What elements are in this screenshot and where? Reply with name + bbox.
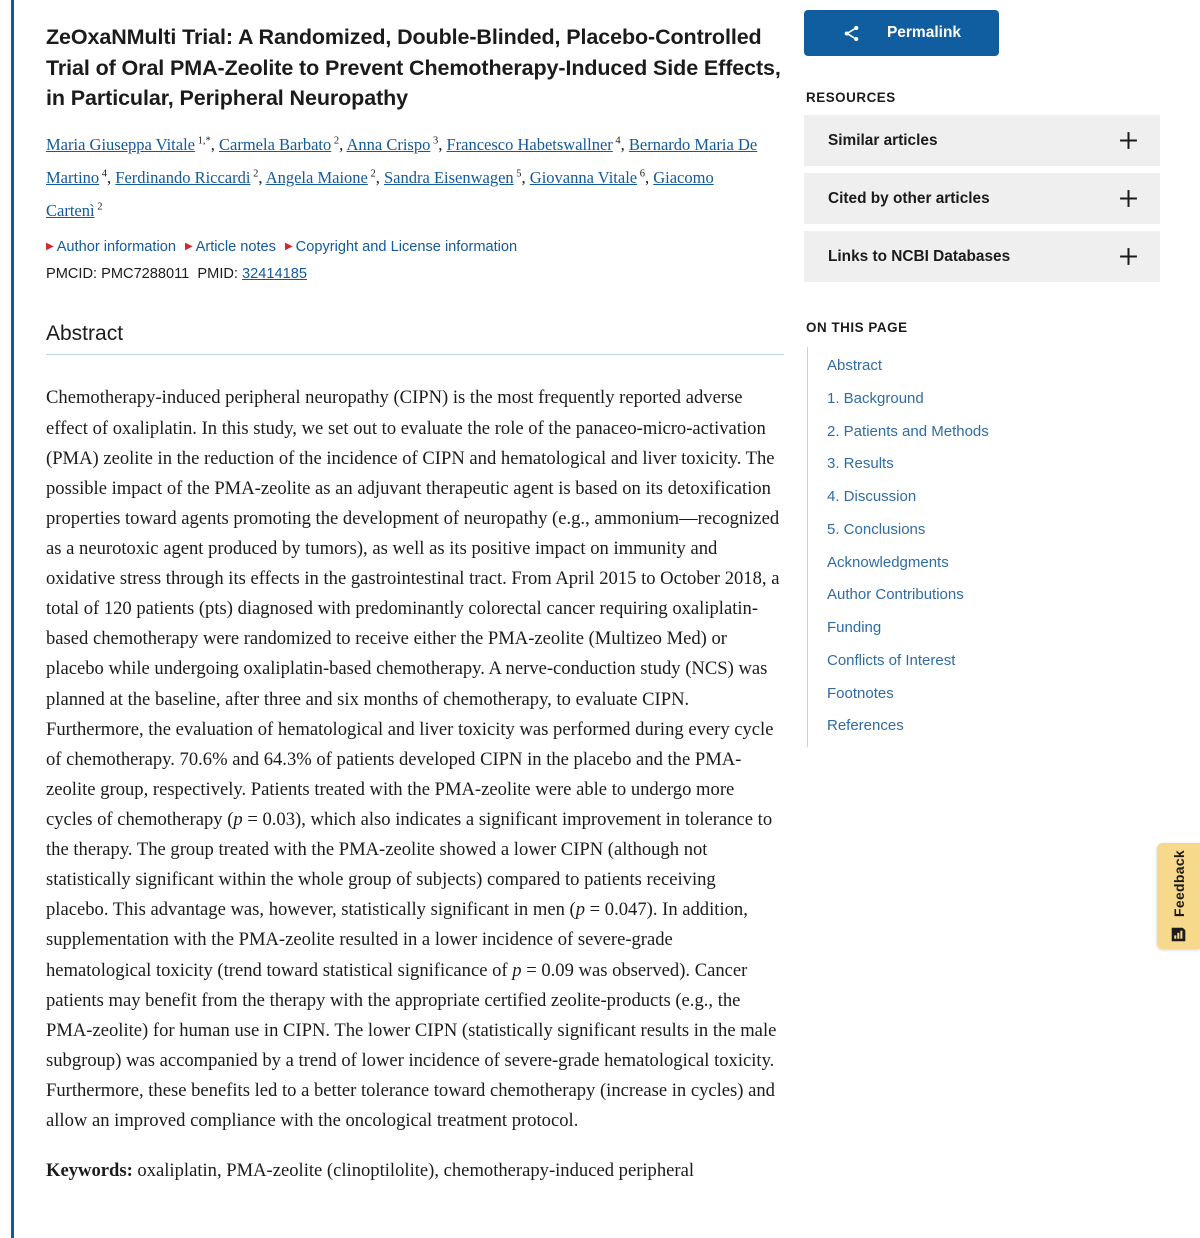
- author-affiliation-marker: 2: [250, 168, 259, 180]
- article-meta-links: [46, 237, 800, 259]
- plus-icon[interactable]: [1119, 189, 1138, 208]
- permalink-label: Permalink: [886, 24, 962, 41]
- permalink-button[interactable]: [804, 10, 999, 56]
- toc-item[interactable]: Funding: [827, 619, 882, 636]
- resource-accordion-item[interactable]: [804, 231, 1160, 282]
- toc-item[interactable]: Conflicts of Interest: [827, 651, 956, 669]
- feedback-label: Feedback: [1170, 849, 1187, 917]
- author-affiliation-marker: 4: [612, 135, 621, 147]
- author-link[interactable]: Carmela Barbato: [219, 134, 332, 154]
- p-value-symbol: p: [233, 808, 243, 830]
- author-affiliation-marker: 3: [430, 135, 439, 147]
- author-affiliation-marker: 1,*: [195, 135, 211, 147]
- author-link[interactable]: Angela Maione: [265, 167, 368, 187]
- toc-item[interactable]: 1. Background: [827, 389, 924, 407]
- author-link[interactable]: Ferdinando Riccardi: [115, 167, 251, 187]
- keywords-text: oxaliplatin, PMA-zeolite (clinoptilolite), chemotherapy-induced peripheral: [137, 1160, 695, 1182]
- table-of-contents: [807, 347, 1160, 747]
- p-value-symbol: p: [512, 959, 522, 981]
- toc-item[interactable]: 3. Results: [827, 455, 894, 473]
- resource-accordion-label: Links to NCBI Databases: [828, 247, 1011, 265]
- resources-accordion: [804, 115, 1200, 282]
- resource-accordion-item[interactable]: [804, 173, 1160, 224]
- author-affiliation-marker: 6: [637, 168, 645, 180]
- resource-accordion-label: Cited by other articles: [828, 189, 990, 207]
- resource-accordion-item[interactable]: [804, 115, 1160, 166]
- triangle-right-icon: ▶: [184, 240, 193, 252]
- feedback-tab[interactable]: [1157, 843, 1200, 949]
- toc-item[interactable]: Footnotes: [827, 684, 894, 702]
- keywords-label: Keywords:: [46, 1160, 133, 1182]
- p-value-symbol: p: [575, 899, 586, 921]
- meta-link[interactable]: [46, 237, 176, 259]
- author-link[interactable]: Maria Giuseppa Vitale: [46, 134, 195, 154]
- author-affiliation-marker: 2: [367, 168, 376, 180]
- toc-item[interactable]: 4. Discussion: [827, 488, 917, 505]
- sidebar: [800, 0, 1200, 747]
- abstract-body: [46, 383, 782, 1186]
- toc-item[interactable]: Abstract: [827, 357, 883, 374]
- author-link[interactable]: Giacomo Cartenì: [46, 167, 714, 220]
- abstract-paragraph: Chemotherapy-induced peripheral neuropathy (CIPN) is the most frequently reported adverse effect of oxaliplatin. In this study, we set out to evaluate the role of the panaceo-micro-activation (PMA) zeolite in the reduction of the incidence of CIPN and hematological and liver toxicity. The possible impact of the PMA-zeolite as an adjuvant therapeutic agent is based on its detoxification properties toward agents promoting the development of neuropathy (e.g., ammonium—recognized as a neurotoxic agent produced by tumors), as well as its positive impact on immunity and oxidative stress through its effects in the gastrointestinal tract. From April 2015 to October 2018, a total of 120 patients (pts) diagnosed with predominantly colorectal cancer requiring oxaliplatin-based chemotherapy were randomized to receive either the PMA-zeolite (Multizeo Med) or placebo while undergoing oxaliplatin-based chemotherapy. A nerve-conduction study (NCS) was planned at the baseline, after three and six months of chemotherapy, to evaluate CIPN. Furthermore, the evaluation of hematological and liver toxicity was performed during every cycle of chemotherapy. 70.6% and 64.3% of patients developed CIPN in the placebo and the PMA-zeolite group, respectively. Patients treated with the PMA-zeolite were able to undergo more cycles of chemotherapy (p = 0.03), which also indicates a significant improvement in tolerance to the therapy. The group treated with the PMA-zeolite showed a lower CIPN (although not statistically significant within the whole group of subjects) compared to patients receiving placebo. This advantage was, however, statistically significant in men (p = 0.047). In addition, supplementation with the PMA-zeolite resulted in a lower incidence of severe-grade hematological toxicity (trend toward statistical significance of p = 0.09 was observed). Cancer patients may benefit from the therapy with the appropriate certified zeolite-products (e.g., the PMA-zeolite) for human use in CIPN. The lower CIPN (statistically significant results in the male subgroup) was accompanied by a trend of lower incidence of severe-grade hematological toxicity. Furthermore, these benefits led to a better tolerance toward chemotherapy (increase in cycles) and allow an improved compliance with the oncological treatment protocol.: [46, 387, 780, 1132]
- triangle-right-icon: ▶: [284, 240, 293, 252]
- plus-icon[interactable]: [1119, 247, 1138, 266]
- pmcid-label: PMCID:: [46, 266, 98, 283]
- toc-item[interactable]: Author Contributions: [827, 586, 964, 604]
- feedback-chart-icon: [1170, 926, 1187, 943]
- author-list: Maria Giuseppa Vitale $^{1,*}$, Carmela Barbato $^2$, Anna Crispo $^3$, Francesco Habetswallner $^4$, Bernardo Maria De Martino $^4$, Ferdinando Riccardi $^2$, Angela Maione $^2$, Sandra Eisenwagen $^5$, Giovanna Vitale $^6$, Giacomo Cartenì $^2$: [46, 134, 758, 220]
- author-affiliation-marker: 2: [94, 201, 103, 213]
- toc-item[interactable]: 2. Patients and Methods: [827, 422, 989, 440]
- meta-link[interactable]: [185, 237, 276, 259]
- author-link[interactable]: Anna Crispo: [346, 134, 431, 154]
- author-affiliation-marker: 2: [331, 135, 340, 147]
- resources-heading: RESOURCES: [806, 90, 896, 105]
- toc-item[interactable]: 5. Conclusions: [827, 520, 926, 538]
- author-affiliation-marker: 5: [513, 168, 522, 180]
- pmid-label: PMID:: [197, 266, 238, 283]
- triangle-right-icon: ▶: [46, 240, 54, 252]
- meta-link-label: Copyright and License information: [295, 238, 518, 255]
- author-link[interactable]: Sandra Eisenwagen: [384, 167, 514, 187]
- on-this-page-heading: ON THIS PAGE: [806, 320, 908, 335]
- author-link[interactable]: Bernardo Maria De Martino: [46, 134, 758, 187]
- toc-item[interactable]: References: [827, 717, 904, 735]
- plus-icon[interactable]: [1119, 131, 1138, 150]
- pmid-link[interactable]: 32414185: [242, 266, 307, 283]
- resource-accordion-label: Similar articles: [828, 131, 938, 149]
- pmcid-value: PMC7288011: [101, 266, 190, 283]
- author-link[interactable]: Francesco Habetswallner: [446, 134, 613, 154]
- page-title: ZeOxaNMulti Trial: A Randomized, Double-Blinded, Placebo-Controlled Trial of Oral PMA-Zeolite to Prevent Chemotherapy-Induced Side Effects, in Particular, Peripheral Neuropathy: [46, 25, 781, 111]
- author-affiliation-marker: 4: [99, 168, 108, 180]
- meta-link-label: Article notes: [195, 238, 276, 255]
- toc-item[interactable]: Acknowledgments: [827, 553, 949, 571]
- keywords-paragraph: [46, 1156, 782, 1186]
- author-link[interactable]: Giovanna Vitale: [529, 167, 638, 187]
- share-icon: [842, 24, 861, 43]
- abstract-heading: Abstract: [46, 322, 784, 355]
- meta-link[interactable]: [285, 237, 517, 259]
- article-identifiers: [46, 266, 800, 282]
- meta-link-label: Author information: [56, 238, 176, 255]
